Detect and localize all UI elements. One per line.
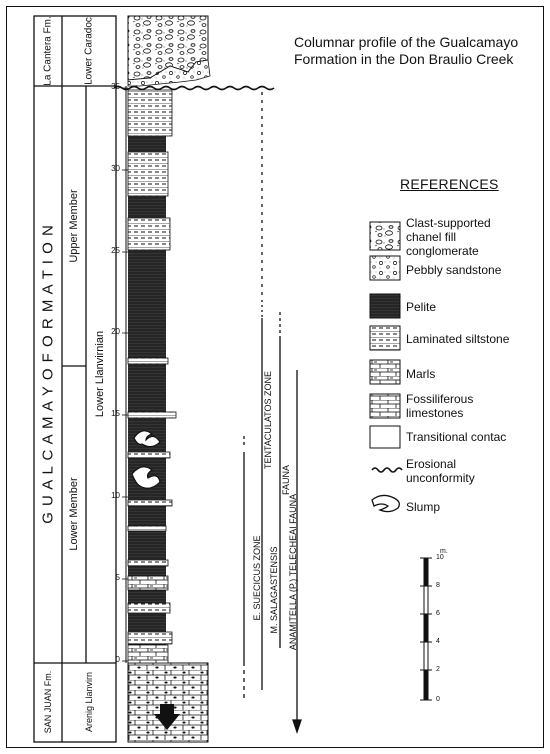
- depth-label-30: 30: [111, 164, 120, 173]
- depth-label-20: 20: [111, 327, 120, 336]
- scale-label-10: 10: [436, 554, 444, 561]
- figure-title: [294, 34, 518, 68]
- references-heading: REFERENCES: [400, 176, 499, 192]
- formation-main-label: G U A L C A M A Y O F O R M A T I O N: [39, 224, 57, 524]
- legend-siltstone-label: Laminated siltstone: [406, 332, 510, 346]
- tentaculatus-zone-label: TENTACULATOS ZONE: [263, 370, 273, 470]
- scale-bar: [420, 558, 432, 700]
- legend-slump-icon: [372, 495, 399, 511]
- anamitella-fauna-label: ANAMITELLA (P.) TELECHEAI FAUNA: [288, 493, 298, 651]
- legend-slump-label: Slump: [406, 500, 441, 514]
- depth-label-15: 15: [111, 409, 120, 418]
- formation-bottom-label: SAN JUAN Fm.: [43, 670, 53, 734]
- legend-contact-label: Transitional contac: [406, 430, 507, 444]
- legend-limestone-label: Fossiliferous limestones: [406, 392, 474, 420]
- depth-label-35: 35: [111, 82, 120, 91]
- age-bottom-label: Arenig Llanvirn: [84, 671, 94, 733]
- legend-unconformity-label: Erosional unconformity: [406, 457, 475, 485]
- age-top-label: Lower Caradoc: [83, 17, 95, 85]
- legend-marls-label: Marls: [406, 367, 436, 381]
- legend-conglomerate-label: Clast-supported chanel fill conglomerate: [406, 216, 491, 258]
- age-main-label: Lower Llanvirnian: [94, 330, 106, 418]
- title-line-1: Columnar profile of the Gualcamayo: [294, 34, 519, 50]
- upper-member-label: Upper Member: [68, 189, 80, 263]
- depth-ticks: [122, 88, 128, 661]
- lower-member-label: Lower Member: [68, 477, 80, 551]
- depth-label-0: 0: [115, 655, 120, 664]
- depth-label-10: 10: [111, 491, 120, 500]
- legend-swatches: [370, 222, 400, 448]
- depth-label-25: 25: [111, 246, 120, 255]
- lithologic-column: [114, 16, 274, 742]
- legend-pebbly-label: Pebbly sandstone: [406, 263, 502, 277]
- formation-top-label: La Cantera Fm.: [42, 16, 54, 86]
- scale-label-0: 0: [436, 696, 440, 703]
- scale-label-8: 8: [436, 582, 440, 589]
- scale-unit: m.: [440, 548, 448, 555]
- depth-label-5: 5: [115, 573, 120, 582]
- legend-unconformity-icon: [372, 468, 402, 472]
- scale-label-6: 6: [436, 610, 440, 617]
- scale-label-4: 4: [436, 638, 440, 645]
- scale-label-2: 2: [436, 666, 440, 673]
- suecicus-zone-label: E. SUECICUS ZONE: [252, 535, 262, 621]
- salagastensis-label: M. SALAGASTENSIS: [269, 546, 279, 634]
- fauna-label: FAUNA: [281, 464, 291, 496]
- title-line-2: Formation in the Don Braulio Creek: [294, 51, 514, 67]
- legend-pelite-label: Pelite: [406, 300, 437, 314]
